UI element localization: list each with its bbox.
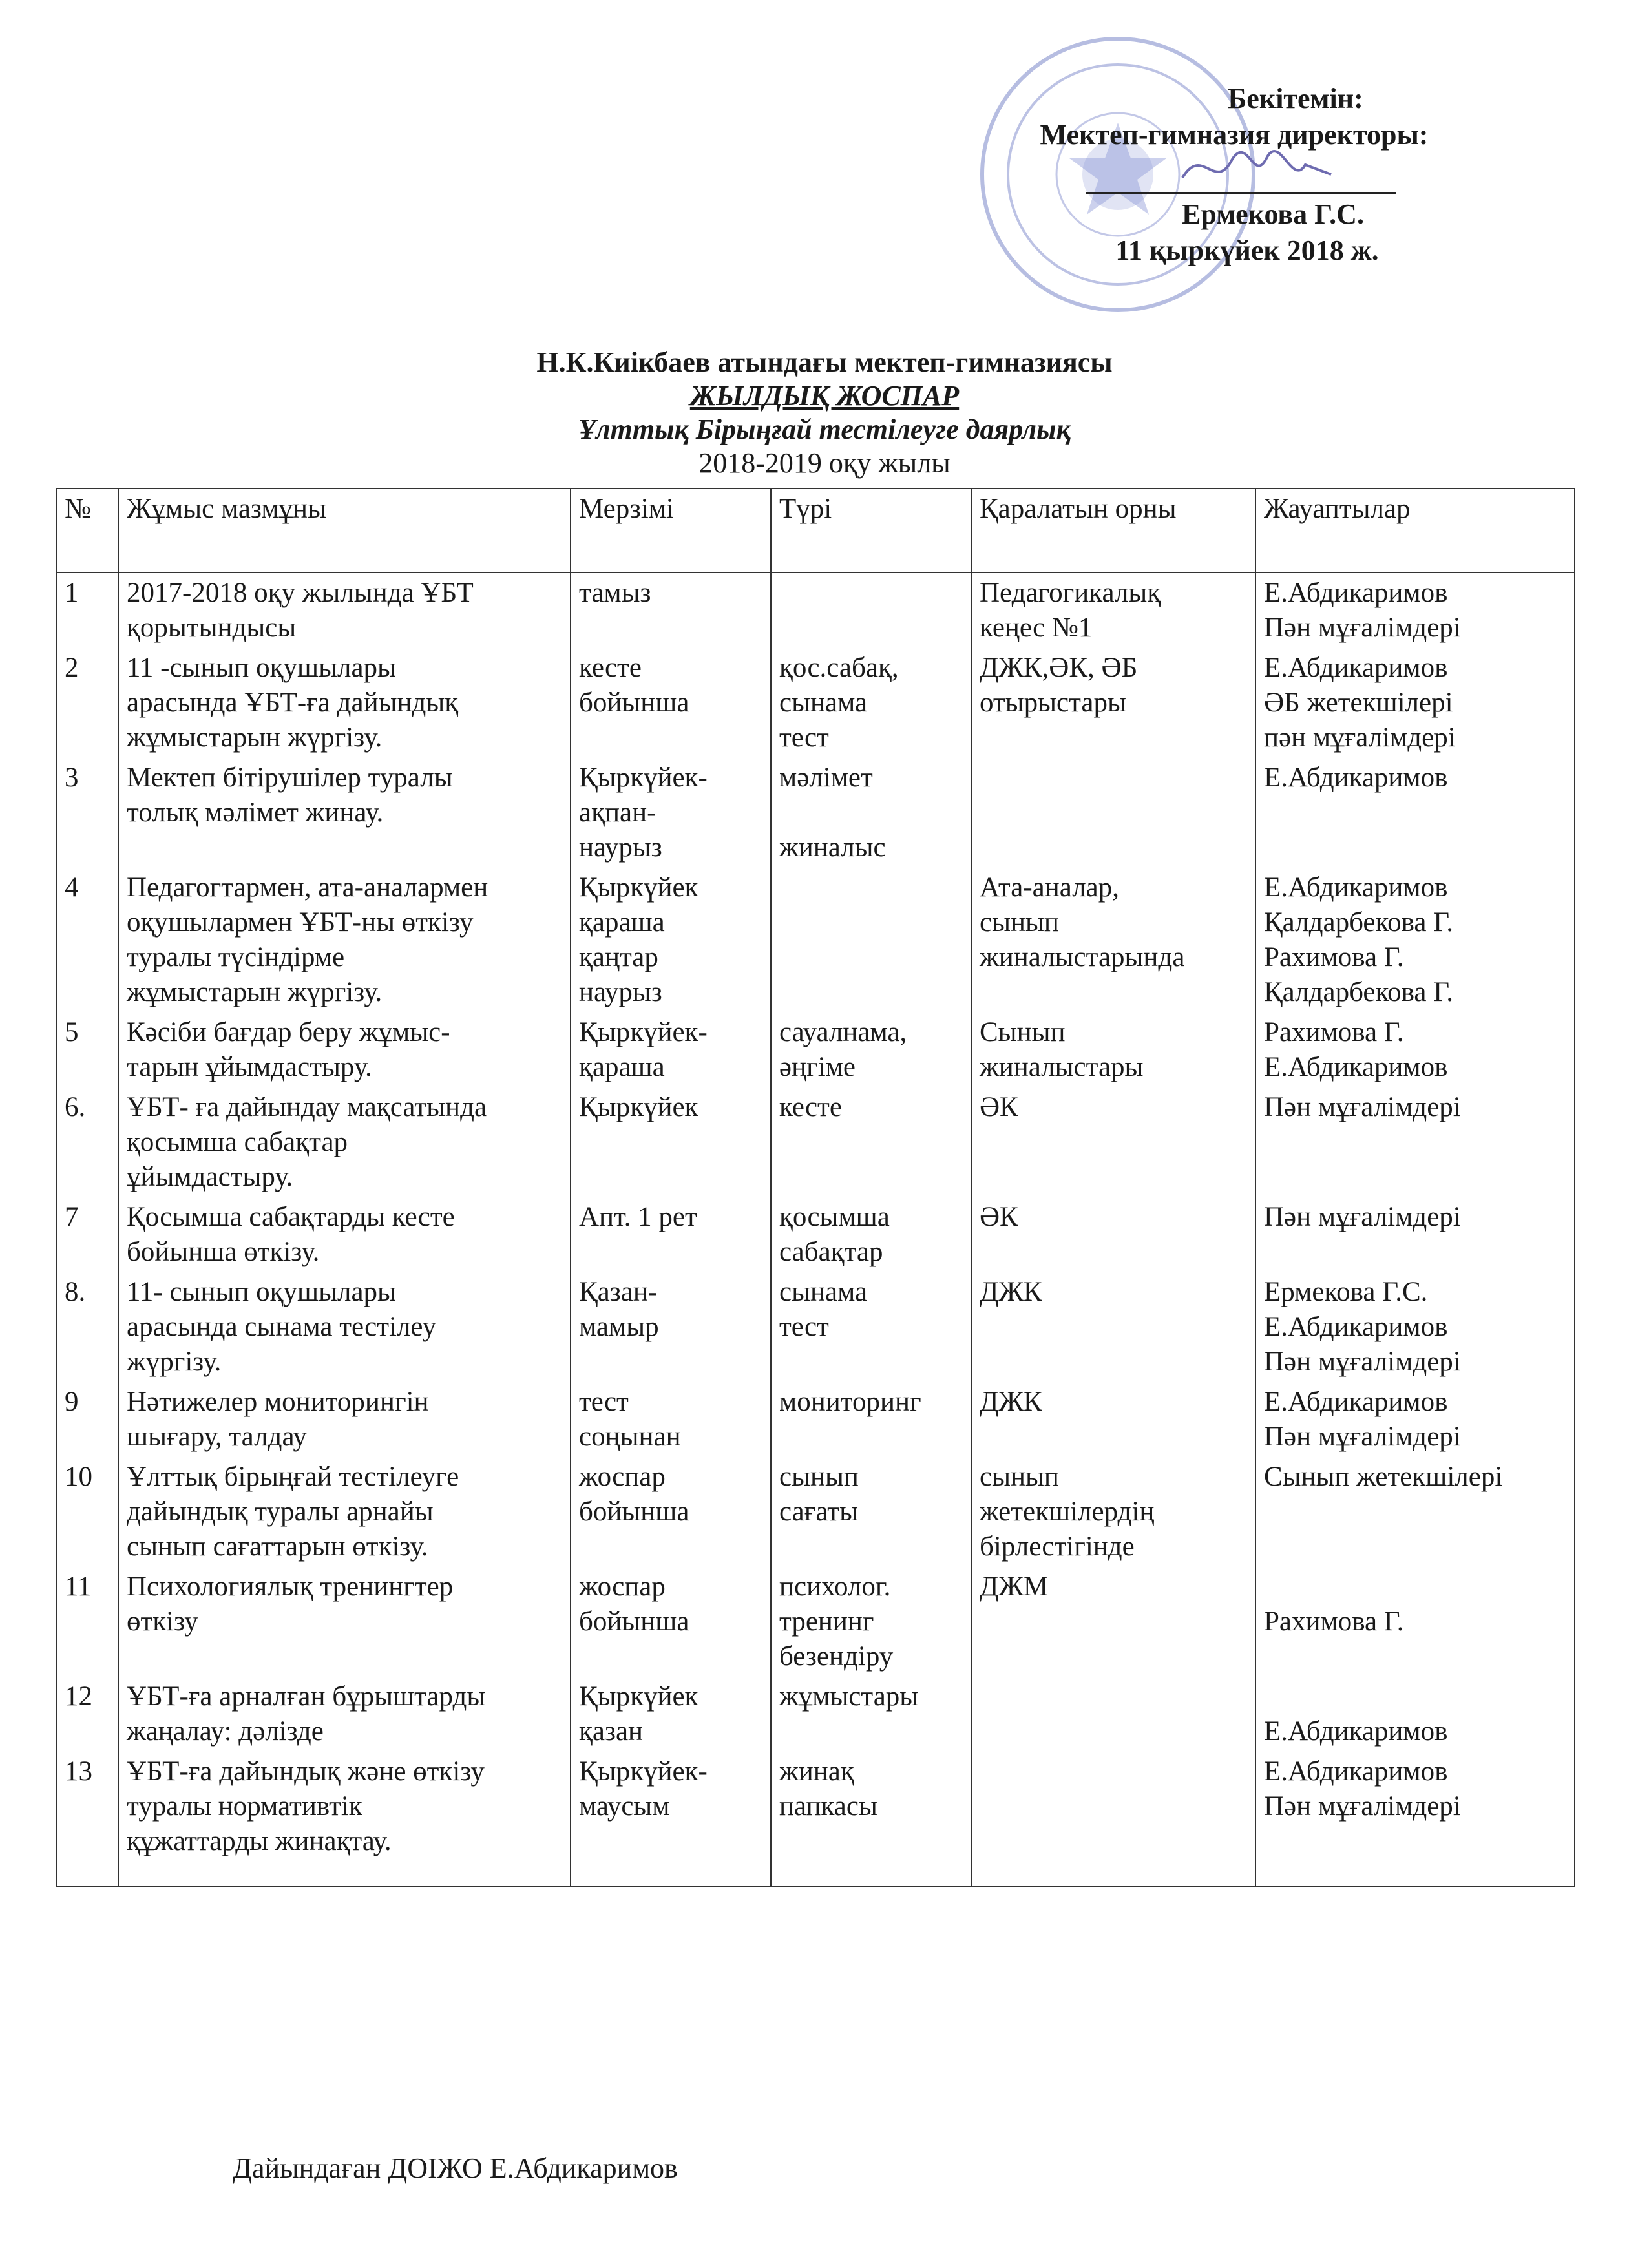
row-term-line: қаңтар [579,942,658,972]
row-responsible-line: Е.Абдикаримов [1264,762,1448,793]
row-number: 1 [56,572,118,648]
row-place [971,572,1255,648]
row-place-line: Ата-аналар, [980,872,1119,903]
director-title: Мектеп-гимназия директоры: [1040,119,1429,151]
row-responsible [1255,1197,1575,1272]
row-term-line: қараша [579,907,665,938]
row-term-line: кесте [579,653,642,683]
row-content [118,648,571,758]
row-content-line: 11 -сынып оқушылары [127,653,396,683]
row-content-line: сынып сағаттарын өткізу. [127,1531,428,1562]
row-type-line: жұмыстары [779,1681,919,1712]
row-term [571,1567,771,1677]
row-place-line: ӘК [980,1202,1018,1232]
row-content-line: жүргізу. [127,1347,222,1377]
row-number: 7 [56,1197,118,1272]
row-number: 2 [56,648,118,758]
row-term-line: бойынша [579,1606,689,1637]
row-type [771,1382,971,1457]
table-row [56,1272,1575,1382]
row-content-line: 11- сынып оқушылары [127,1277,396,1307]
row-place-line: Сынып [980,1017,1066,1047]
row-place-line [980,761,1247,795]
director-name: Ермекова Г.С. [1182,198,1364,230]
table-header-row [56,488,1575,572]
row-content-line: арасында ҰБТ-ға дайындық [127,688,459,718]
row-responsible-line: Рахимова Г. [1264,1606,1404,1637]
row-content [118,758,571,868]
row-responsible-line: Пән мұғалімдері [1264,1791,1461,1822]
row-type-line: сынып [779,1462,859,1492]
row-term [571,1752,771,1887]
row-number: 10 [56,1457,118,1567]
row-place-line: кеңес №1 [980,613,1093,643]
row-term-line: қараша [579,1052,665,1082]
table-row [56,1752,1575,1887]
row-responsible-line: Пән мұғалімдері [1264,613,1461,643]
row-content [118,1752,571,1887]
col-number: № [56,488,118,572]
row-term-line: тамыз [579,578,651,608]
row-place-line: жиналыстарында [980,942,1185,972]
academic-year: 2018-2019 оқу жылы [698,447,951,479]
row-place [971,758,1255,868]
row-content [118,572,571,648]
row-content [118,1197,571,1272]
row-number: 5 [56,1013,118,1087]
row-responsible [1255,1013,1575,1087]
prepared-by: Дайындаған ДОІЖО Е.Абдикаримов [233,2152,678,2184]
row-term-line: наурыз [579,832,662,863]
row-type-line: сабақтар [779,1237,883,1267]
table-row [56,1567,1575,1677]
row-content-line: 2017-2018 оқу жылында ҰБТ [127,578,474,608]
row-responsible [1255,1272,1575,1382]
row-place [971,868,1255,1013]
row-place-line [980,1679,1247,1714]
row-content-line: арасында сынама тестілеу [127,1312,436,1342]
row-place [971,1752,1255,1887]
row-place-line: ДЖК [980,1277,1042,1307]
row-responsible-line [1264,1679,1566,1714]
row-type [771,1013,971,1087]
row-place [971,1087,1255,1197]
row-term [571,868,771,1013]
row-content-line: Психологиялық тренингтер [127,1571,454,1602]
row-responsible-line: Е.Абдикаримов [1264,872,1448,903]
row-number: 4 [56,868,118,1013]
row-responsible-line: Пән мұғалімдері [1264,1092,1461,1122]
row-content [118,1013,571,1087]
row-type-line [779,795,963,830]
row-content-line: бойынша өткізу. [127,1237,320,1267]
row-term [571,1677,771,1752]
row-term-line: соңынан [579,1422,681,1452]
row-responsible-line: Қалдарбекова Г. [1264,977,1454,1007]
row-content [118,1457,571,1567]
row-number: 6. [56,1087,118,1197]
row-type [771,1677,971,1752]
row-responsible [1255,1382,1575,1457]
row-term-line: мамыр [579,1312,659,1342]
row-responsible-line: Е.Абдикаримов [1264,653,1448,683]
row-content-line: қосымша сабақтар [127,1127,348,1157]
row-responsible [1255,758,1575,868]
table-row [56,572,1575,648]
row-term [571,1272,771,1382]
row-type-line: қос.сабақ, [779,653,899,683]
row-content [118,1677,571,1752]
row-type [771,572,971,648]
row-term [571,572,771,648]
row-type [771,1567,971,1677]
row-place-line: ДЖМ [980,1571,1049,1602]
row-responsible [1255,1567,1575,1677]
row-content-line: шығару, талдау [127,1422,307,1452]
row-place [971,1567,1255,1677]
approval-label: Бекітемін: [1228,83,1363,114]
row-content-line: Педагогтармен, ата-аналармен [127,872,488,903]
row-content-line: ҰБТ- ға дайындау мақсатында [127,1092,487,1122]
row-place [971,1272,1255,1382]
table-row [56,1382,1575,1457]
row-responsible-line: Е.Абдикаримов [1264,1387,1448,1417]
row-term-line: наурыз [579,977,662,1007]
row-term-line: тест [579,1387,629,1417]
row-place [971,1013,1255,1087]
row-content-line: өткізу [127,1606,198,1637]
row-responsible [1255,1087,1575,1197]
row-content-line: Нәтижелер мониторингін [127,1387,429,1417]
row-place-line [980,1754,1247,1789]
table-row [56,1677,1575,1752]
table-row [56,1013,1575,1087]
row-term-line: Қыркүйек- [579,1756,708,1787]
row-responsible-line: Е.Абдикаримов [1264,1312,1448,1342]
row-type-line: әңгіме [779,1052,856,1082]
row-responsible [1255,868,1575,1013]
row-term [571,1197,771,1272]
row-place-line: бірлестігінде [980,1531,1135,1562]
row-responsible [1255,1457,1575,1567]
row-term [571,758,771,868]
row-term [571,648,771,758]
row-content-line: толық мәлімет жинау. [127,797,384,828]
row-responsible-line: Ермекова Г.С. [1264,1277,1428,1307]
row-number: 9 [56,1382,118,1457]
row-place-line: сынып [980,907,1059,938]
row-content-line: жаңалау: дәлізде [127,1716,324,1747]
plan-title: ЖЫЛДЫҚ ЖОСПАР [689,380,960,412]
row-content-line: құжаттарды жинақтау. [127,1826,392,1856]
row-responsible [1255,572,1575,648]
row-term-line: Апт. 1 рет [579,1202,697,1232]
row-content-line: оқушылармен ҰБТ-ны өткізу [127,907,474,938]
row-type [771,1272,971,1382]
plan-subtitle: Ұлттық Бірыңғай тестілеуге даярлық [578,414,1071,445]
handwritten-signature [1176,139,1338,197]
col-place: Қаралатын орны [971,488,1255,572]
row-type-line: қосымша [779,1202,890,1232]
approval-date: 11 қыркүйек 2018 ж. [1115,235,1379,266]
row-type [771,1197,971,1272]
row-type [771,868,971,1013]
row-responsible-line: пән мұғалімдері [1264,722,1456,753]
row-term-line: бойынша [579,1496,689,1527]
school-name: Н.К.Киікбаев атындағы мектеп-гимназиясы [536,346,1113,378]
row-type [771,758,971,868]
row-responsible-line: ӘБ жетекшілері [1264,688,1453,718]
row-content [118,868,571,1013]
row-type [771,1457,971,1567]
row-type-line: тренинг [779,1606,874,1637]
row-place [971,1382,1255,1457]
row-type-line: мониторинг [779,1387,921,1417]
row-term [571,1457,771,1567]
row-type-line [779,576,963,611]
row-type-line: тест [779,722,829,753]
row-content-line: Мектеп бітірушілер туралы [127,762,453,793]
document-header [0,346,1649,480]
col-responsible: Жауаптылар [1255,488,1575,572]
table-row [56,868,1575,1013]
row-term [571,1087,771,1197]
row-content [118,1272,571,1382]
row-responsible-line: Пән мұғалімдері [1264,1347,1461,1377]
col-term: Мерзімі [571,488,771,572]
table-row [56,648,1575,758]
row-type [771,1752,971,1887]
row-place-line: сынып [980,1462,1059,1492]
row-place-line: жиналыстары [980,1052,1144,1082]
row-type-line: сынама [779,688,868,718]
row-type-line: жинақ [779,1756,854,1787]
row-term-line: жоспар [579,1571,666,1602]
row-responsible-line: Е.Абдикаримов [1264,578,1448,608]
row-term-line: ақпан- [579,797,656,828]
row-content [118,1382,571,1457]
row-type-line: папкасы [779,1791,877,1822]
row-content-line: жұмыстарын жүргізу. [127,977,383,1007]
row-responsible-line: Рахимова Г. [1264,942,1404,972]
row-type-line: жиналыс [779,832,886,863]
row-place-line: ДЖК,ӘК, ӘБ [980,653,1138,683]
col-content: Жұмыс мазмұны [118,488,571,572]
row-term-line: Қазан- [579,1277,658,1307]
row-type [771,1087,971,1197]
row-content-line: ҰБТ-ға дайындық және өткізу [127,1756,485,1787]
col-type: Түрі [771,488,971,572]
table-row [56,1197,1575,1272]
row-content [118,1087,571,1197]
row-responsible [1255,648,1575,758]
row-responsible-line: Пән мұғалімдері [1264,1202,1461,1232]
row-content-line: Кәсіби бағдар беру жұмыс- [127,1017,450,1047]
row-responsible-line: Рахимова Г. [1264,1017,1404,1047]
row-term-line: бойынша [579,688,689,718]
table-body [56,572,1575,1887]
row-place [971,648,1255,758]
row-type-line: сағаты [779,1496,858,1527]
row-term-line: маусым [579,1791,670,1822]
row-type-line: психолог. [779,1571,891,1602]
row-place-line: Педагогикалық [980,578,1161,608]
row-responsible-line: Е.Абдикаримов [1264,1052,1448,1082]
row-responsible [1255,1752,1575,1887]
row-term-line: Қыркүйек- [579,762,708,793]
row-term-line: Қыркүйек [579,1681,698,1712]
row-responsible-line: Пән мұғалімдері [1264,1422,1461,1452]
row-term [571,1382,771,1457]
row-responsible-line: Е.Абдикаримов [1264,1716,1448,1747]
row-content-line: қорытындысы [127,613,297,643]
row-content-line: ҰБТ-ға арналған бұрыштарды [127,1681,486,1712]
row-place-line: ДЖК [980,1387,1042,1417]
row-content-line: Қосымша сабақтарды кесте [127,1202,455,1232]
row-responsible-line [1264,1570,1566,1604]
row-content [118,1567,571,1677]
table-row [56,1087,1575,1197]
row-type-line: тест [779,1312,829,1342]
row-type-line: кесте [779,1092,842,1122]
row-content-line: жұмыстарын жүргізу. [127,722,383,753]
row-number: 3 [56,758,118,868]
row-content-line: дайындық туралы арнайы [127,1496,434,1527]
row-place-line: ӘК [980,1092,1018,1122]
row-number: 12 [56,1677,118,1752]
row-responsible-line: Қалдарбекова Г. [1264,907,1454,938]
row-term [571,1013,771,1087]
row-number: 11 [56,1567,118,1677]
row-term-line: Қыркүйек [579,1092,698,1122]
row-responsible [1255,1677,1575,1752]
row-content-line: туралы түсіндірме [127,942,345,972]
row-responsible-line: Е.Абдикаримов [1264,1756,1448,1787]
row-type-line: сынама [779,1277,868,1307]
row-content-line: тарын ұйымдастыру. [127,1052,372,1082]
row-place-line: отырыстары [980,688,1126,718]
row-place [971,1197,1255,1272]
row-type-line [779,870,963,905]
row-type [771,648,971,758]
row-term-line: жоспар [579,1462,666,1492]
row-content-line: туралы нормативтік [127,1791,362,1822]
row-number: 8. [56,1272,118,1382]
row-type-line: безендіру [779,1641,894,1672]
row-content-line: Ұлттық бірыңғай тестілеуге [127,1462,459,1492]
row-term-line: Қыркүйек [579,872,698,903]
row-place [971,1677,1255,1752]
row-content-line: ұйымдастыру. [127,1162,293,1192]
row-number: 13 [56,1752,118,1887]
row-place [971,1457,1255,1567]
row-term-line: қазан [579,1716,644,1747]
row-term-line: Қыркүйек- [579,1017,708,1047]
row-type-line: мәлімет [779,762,873,793]
table-row [56,1457,1575,1567]
plan-table-wrapper [56,488,1574,1887]
row-place-line: жетекшілердің [980,1496,1155,1527]
plan-table [56,488,1575,1887]
row-type-line: сауалнама, [779,1017,907,1047]
row-responsible-line: Сынып жетекшілері [1264,1462,1503,1492]
table-row [56,758,1575,868]
